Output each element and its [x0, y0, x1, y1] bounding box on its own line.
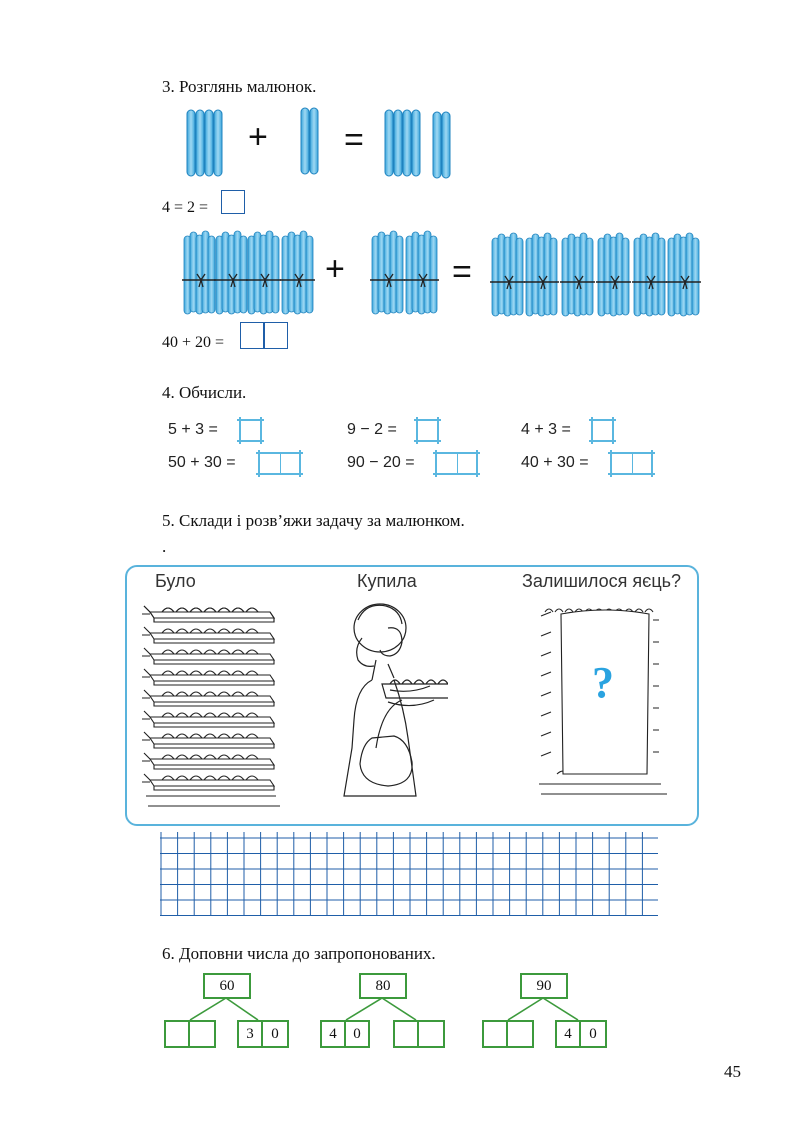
tree2-left-cell-1: 4	[320, 1020, 346, 1048]
four-bundles	[182, 231, 315, 314]
equals-sign-2: =	[452, 253, 472, 291]
egg-trays-stack	[140, 600, 290, 812]
stray-dot: .	[162, 537, 167, 556]
label-was: Було	[155, 571, 196, 591]
task3-heading: 3. Розглянь малюнок.	[162, 77, 317, 96]
label-left: Залишилося яєць?	[522, 571, 682, 591]
two-sticks	[301, 108, 318, 174]
answer-cells-6[interactable]	[611, 453, 652, 474]
tree3-left-cell-1[interactable]	[482, 1020, 508, 1048]
tree3-right-cell-1: 4	[555, 1020, 581, 1048]
task5-heading: 5. Склади і розв’яжи задачу за малюнком.	[162, 511, 465, 530]
equation-1: 4 = 2 =	[162, 199, 209, 216]
plus-sign: +	[248, 118, 268, 156]
answer-grid[interactable]	[160, 832, 660, 918]
tree3-right-cell-2: 0	[579, 1020, 607, 1048]
tree3-left-cell-2[interactable]	[506, 1020, 534, 1048]
page-number: 45	[724, 1062, 741, 1081]
answer-cell-3[interactable]	[592, 420, 613, 441]
answer-cell-1[interactable]	[240, 420, 261, 441]
equation-2: 40 + 20 =	[162, 334, 225, 351]
tree3-top: 90	[520, 973, 568, 999]
answer-box-1[interactable]	[221, 190, 245, 214]
egg-trays-covered	[535, 598, 695, 810]
tree1-right-cell-1: 3	[237, 1020, 263, 1048]
tree1-right-cell-2: 0	[261, 1020, 289, 1048]
question-mark: ?	[592, 658, 614, 707]
two-bundles	[370, 231, 439, 314]
answer-box-2[interactable]	[240, 322, 288, 349]
exercise-1: 5 + 3 =	[168, 421, 218, 438]
tree1-left-cell-1[interactable]	[164, 1020, 190, 1048]
tree2-right-cell-2[interactable]	[417, 1020, 445, 1048]
tree2-top: 80	[359, 973, 407, 999]
tree-connectors	[160, 996, 620, 1022]
plus-sign-2: +	[325, 250, 345, 288]
bundles-illustration	[180, 228, 710, 320]
tree2-left-cell-2: 0	[344, 1020, 370, 1048]
exercise-4: 50 + 30 =	[168, 454, 236, 471]
answer-cell-2[interactable]	[417, 420, 438, 441]
exercise-5: 90 − 20 =	[347, 454, 415, 471]
tree1-top: 60	[203, 973, 251, 999]
tree2-right-cell-1[interactable]	[393, 1020, 419, 1048]
exercise-2: 9 − 2 =	[347, 421, 397, 438]
four-sticks	[187, 110, 222, 176]
task4-heading: 4. Обчисли.	[162, 383, 247, 402]
woman-with-eggs	[328, 598, 448, 810]
answer-cells-4[interactable]	[259, 453, 300, 474]
tree1-left-cell-2[interactable]	[188, 1020, 216, 1048]
answer-cells-5[interactable]	[436, 453, 477, 474]
exercise-3: 4 + 3 =	[521, 421, 571, 438]
equals-sign: =	[344, 121, 364, 159]
six-sticks	[385, 110, 450, 178]
six-bundles	[490, 233, 701, 316]
sticks-illustration	[180, 104, 470, 184]
label-bought: Купила	[357, 571, 417, 591]
task6-heading: 6. Доповни числа до запропонованих.	[162, 944, 436, 963]
exercise-6: 40 + 30 =	[521, 454, 589, 471]
